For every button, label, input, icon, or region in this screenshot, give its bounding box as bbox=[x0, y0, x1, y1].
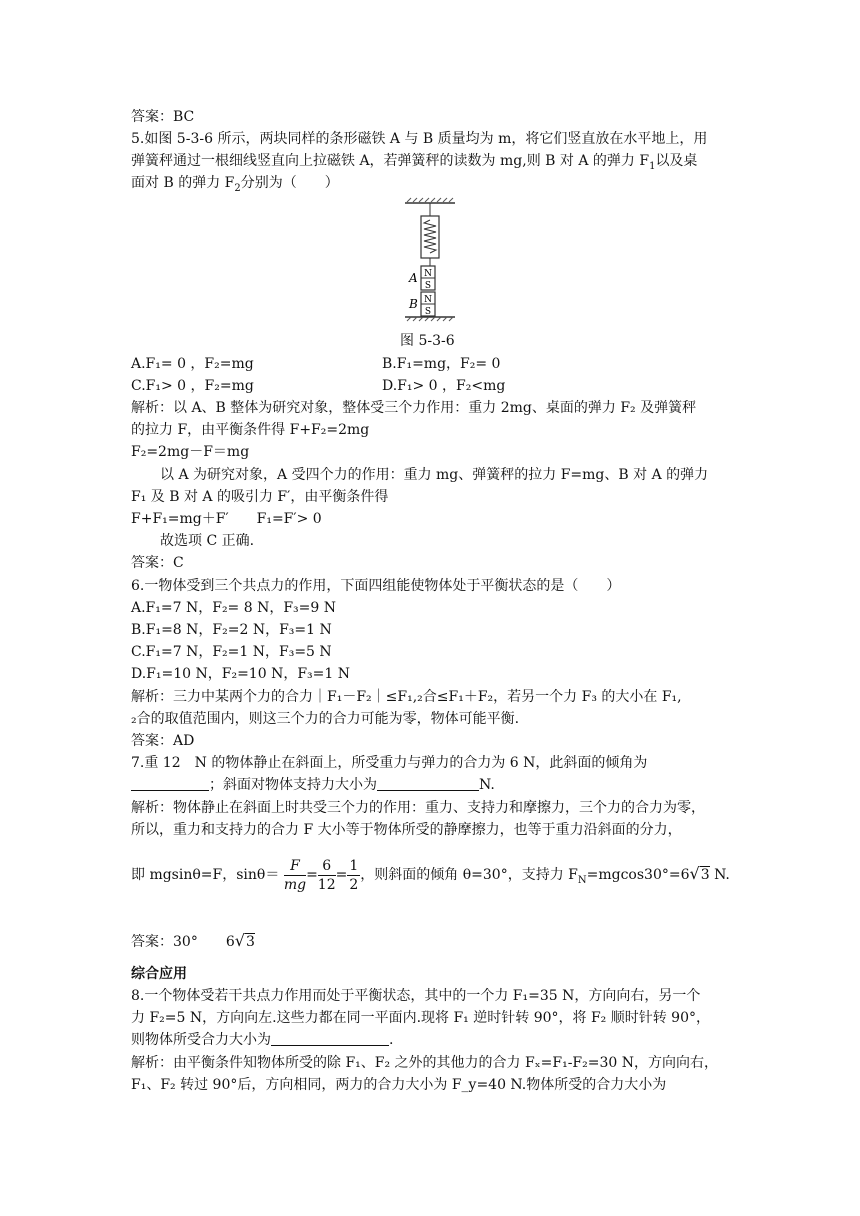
magnet-b-n: N bbox=[424, 295, 432, 305]
q5-solution-line4: 以 A 为研究对象，A 受四个力的作用：重力 mg、弹簧秤的拉力 F=mg、B 对 A 的弹力 bbox=[160, 467, 709, 483]
magnet-a-n: N bbox=[424, 269, 432, 279]
q8-stem-line3 bbox=[131, 1029, 751, 1051]
equals-sign: = bbox=[335, 867, 348, 883]
q5-options-row2 bbox=[131, 375, 751, 397]
figure-caption: 图 5-3-6 bbox=[400, 333, 455, 349]
q5-answer: 答案：C bbox=[131, 555, 184, 571]
section-heading: 综合应用 bbox=[131, 966, 187, 982]
q7-formula-start: 即 mgsinθ=F，sinθ＝ bbox=[131, 867, 280, 883]
sqrt-symbol-icon: √ bbox=[234, 931, 245, 950]
magnet-spring-figure bbox=[395, 196, 465, 322]
q7-answer-text: 答案：30° 6 bbox=[131, 934, 235, 950]
q7-answer bbox=[131, 930, 751, 953]
q5-solution-line5: F₁ 及 B 对 A 的吸引力 F′，由平衡条件得 bbox=[131, 489, 389, 505]
subscript: 2 bbox=[234, 182, 241, 194]
q8-stem-line1: 8.一个物体受若干共点力作用而处于平衡状态，其中的一个力 F₁=35 N，方向向右，另一个 bbox=[131, 988, 701, 1004]
q5-option-a: A.F₁= 0 ，F₂=mg bbox=[131, 356, 254, 372]
q6-option-d: D.F₁=10 N，F₂=10 N，F₃=1 N bbox=[131, 666, 350, 682]
q7-solution-line2: 所以，重力和支持力的合力 F 大小等于物体所受的静摩擦力，也等于重力沿斜面的分力， bbox=[131, 822, 682, 838]
fraction-numerator: 6 bbox=[318, 857, 336, 876]
q7-solution-line3 bbox=[131, 854, 751, 895]
q6-stem: 6.一物体受到三个共点力的作用，下面四组能使物体处于平衡状态的是（ ） bbox=[131, 578, 621, 594]
equals-sign: = bbox=[306, 867, 318, 883]
q6-option-c: C.F₁=7 N，F₂=1 N，F₃=5 N bbox=[131, 644, 332, 660]
q5-stem-line2-text: 弹簧秤通过一根细线竖直向上拉磁铁 A，若弹簧秤的读数为 mg,则 B 对 A 的弹力 F bbox=[131, 153, 650, 169]
fraction-f-over-mg bbox=[284, 857, 306, 894]
q8-solution-line1: 解析：由平衡条件知物体所受的除 F₁、F₂ 之外的其他力的合力 Fₓ=F₁-F₂=30 N，方向向右， bbox=[131, 1055, 719, 1071]
sqrt-radicand: 3 bbox=[700, 867, 710, 883]
q6-option-b: B.F₁=8 N，F₂=2 N，F₃=1 N bbox=[131, 622, 332, 638]
subscript: 1 bbox=[649, 160, 656, 172]
label-a: A bbox=[409, 271, 418, 285]
q8-stem-line3-text: 则物体所受合力大小为 bbox=[131, 1032, 271, 1048]
q5-stem-line3-text: 面对 B 的弹力 F bbox=[131, 175, 235, 191]
q5-stem-line3-end: 分别为（ ） bbox=[240, 175, 339, 191]
q6-solution-line1: 解析：三力中某两个力的合力｜F₁－F₂｜≤F₁,₂合≤F₁＋F₂，若另一个力 F₃ 的大小在 F₁, bbox=[131, 689, 682, 705]
fraction-6-over-12 bbox=[318, 857, 336, 894]
q5-solution-line2: 的拉力 F，由平衡条件得 F+F₂=2mg bbox=[131, 422, 370, 438]
q7-formula-mid: ，则斜面的倾角 θ=30°，支持力 F bbox=[360, 867, 578, 883]
fraction-denominator: 2 bbox=[349, 876, 359, 893]
q5-solution-line3: F₂=2mg－F＝mg bbox=[131, 444, 250, 460]
q7-stem-line2 bbox=[131, 774, 751, 796]
q5-stem-line2-end: 以及桌 bbox=[655, 153, 698, 169]
q7-stem-line1: 7.重 12 N 的物体静止在斜面上，所受重力与弹力的合力为 6 N，此斜面的倾角为 bbox=[131, 755, 648, 771]
sqrt-radicand: 3 bbox=[245, 934, 255, 950]
fraction-1-over-2 bbox=[347, 857, 360, 894]
q7-blank-force bbox=[377, 775, 479, 791]
q5-stem-line2 bbox=[131, 150, 751, 172]
fraction-numerator: F bbox=[284, 857, 306, 876]
fraction-numerator: 1 bbox=[349, 857, 359, 874]
magnet-b-s: S bbox=[424, 307, 432, 317]
q8-solution-line2: F₁、F₂ 转过 90°后，方向相同，两力的合力大小为 F_y=40 N.物体所受的合力大小为 bbox=[131, 1077, 667, 1093]
q8-stem-line2: 力 F₂=5 N，方向向左.这些力都在同一平面内.现将 F₁ 逆时针转 90°，将 F₂ 顺时针转 90°， bbox=[131, 1010, 710, 1026]
magnet-a-s: S bbox=[424, 281, 432, 291]
q5-option-d: D.F₁> 0 ，F₂<mg bbox=[382, 378, 506, 394]
q5-stem-line1: 5.如图 5-3-6 所示，两块同样的条形磁铁 A 与 B 质量均为 m，将它们竖直放在水平地上，用 bbox=[131, 131, 708, 147]
q5-options-row1 bbox=[131, 353, 751, 375]
q5-solution-line7: 故选项 C 正确. bbox=[160, 533, 255, 549]
sqrt-symbol-icon: √ bbox=[689, 864, 700, 883]
q6-option-a: A.F₁=7 N，F₂= 8 N，F₃=9 N bbox=[131, 600, 337, 616]
q7-solution-line1: 解析：物体静止在斜面上时共受三个力的作用：重力、支持力和摩擦力，三个力的合力为零， bbox=[131, 800, 705, 816]
subscript: N bbox=[577, 874, 587, 886]
fraction-denominator: 12 bbox=[317, 876, 336, 893]
label-b: B bbox=[409, 297, 418, 311]
q5-solution-line6: F+F₁=mg＋F′ F₁=F′> 0 bbox=[131, 511, 322, 527]
q7-stem-line2-end: N. bbox=[479, 777, 495, 793]
q8-blank bbox=[271, 1030, 389, 1046]
q7-formula-cos: =mgcos30°=6 bbox=[586, 867, 690, 883]
q5-option-b: B.F₁=mg，F₂= 0 bbox=[382, 356, 501, 372]
q5-option-c: C.F₁> 0 ，F₂=mg bbox=[131, 378, 254, 394]
q5-stem-line3 bbox=[131, 172, 751, 194]
q6-answer: 答案：AD bbox=[131, 733, 195, 749]
q5-solution-line1: 解析：以 A、B 整体为研究对象，整体受三个力作用：重力 2mg、桌面的弹力 F₂ 及弹簧秤 bbox=[131, 400, 697, 416]
q7-blank-angle bbox=[131, 775, 209, 791]
q6-solution-line2: ₂合的取值范围内，则这三个力的合力可能为零，物体可能平衡. bbox=[131, 711, 520, 727]
fraction-denominator: mg bbox=[283, 876, 307, 893]
q8-stem-line3-end: . bbox=[389, 1032, 394, 1048]
q7-stem-line2-text: ；斜面对物体支持力大小为 bbox=[209, 777, 377, 793]
answer-prev: 答案：BC bbox=[131, 109, 195, 125]
q7-formula-end: N. bbox=[714, 867, 730, 883]
